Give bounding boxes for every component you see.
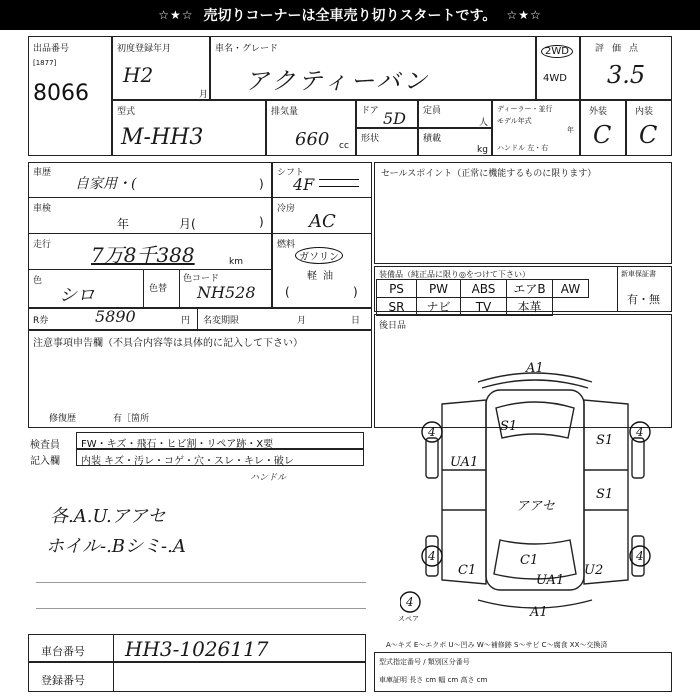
handle-label: ハンドル 左・右 [497, 144, 549, 152]
legend-box [374, 652, 672, 692]
equipment-row-2 [377, 298, 589, 316]
model-label: 車名・グレード [215, 44, 279, 54]
month-unit: 月 [199, 90, 209, 100]
drive-2wd: 2WD [541, 45, 573, 58]
cap-cell [418, 100, 492, 128]
handwritten-note-2: ホイル-.Bシミ-.A [46, 536, 186, 557]
inspection-month: 月( [179, 217, 196, 231]
inspector-row-1 [76, 432, 364, 449]
warranty-value: 有・無 [627, 293, 660, 306]
notes-box [28, 330, 372, 428]
mark-right-mid: S1 [596, 487, 614, 502]
shape-cell [356, 128, 418, 156]
mark-windshield: S1 [500, 419, 518, 434]
tire-value-rr: 4 [636, 549, 644, 563]
color-label: 色 [33, 276, 43, 286]
equipment-row-1 [377, 280, 589, 298]
car-damage-diagram [400, 360, 670, 620]
score-cell [580, 36, 672, 100]
color-code-value: NH528 [197, 283, 256, 302]
recycle-row [28, 308, 372, 330]
banner-text: 売切りコーナーは全車売り切りスタートです。 [203, 8, 497, 24]
mark-roof: アアセ [516, 499, 555, 514]
score-value: 3.5 [607, 61, 646, 89]
spare-label: スペア [398, 615, 419, 623]
first-reg-value: H2 [123, 63, 154, 87]
mark-right-rear: U2 [584, 563, 604, 578]
ac-label: 冷房 [277, 204, 296, 214]
chassis-value: HH3-1026117 [125, 637, 269, 661]
mark-front: A1 [526, 361, 544, 376]
left-side-panel [442, 400, 486, 584]
int-label: 内装 [635, 107, 654, 117]
equipment-table [376, 279, 589, 316]
note-line [36, 608, 366, 609]
mark-rear-lower: UA1 [536, 573, 565, 588]
legend-line-1: 型式指定番号 / 類別区分番号 [379, 658, 470, 666]
first-reg-cell [112, 36, 210, 100]
drive-4wd: 4WD [543, 73, 567, 84]
note-line [36, 582, 366, 583]
history-value: 自家用・( [75, 176, 137, 192]
load-cell [418, 128, 492, 156]
stars-right: ☆★☆ [506, 8, 542, 22]
entry-label: 記入欄 [30, 456, 60, 467]
inspector-row-2 [76, 449, 364, 466]
recycle-yen: 円 [181, 316, 191, 326]
sales-title: セールスポイント（正常に機能するものに限ります） [381, 169, 597, 179]
equip-aw: AW [553, 280, 589, 298]
repair-label: 修復歴 [49, 414, 77, 424]
small-note: ハンドル [250, 473, 287, 483]
cap-label: 定員 [423, 106, 442, 116]
inspector-row-2-text: 内装 キズ・汚レ・コゲ・穴・スレ・キレ・破レ [81, 456, 294, 467]
color-code-label: 色コード [183, 274, 220, 284]
door-cell [356, 100, 418, 128]
load-label: 積載 [423, 134, 442, 144]
lot-cell [28, 36, 112, 156]
mark-left-front: UA1 [450, 455, 479, 470]
recycle-value: 5890 [95, 307, 136, 326]
fuel-open: ( [285, 285, 290, 299]
handwritten-note-1: 各.A.U.アアセ [50, 506, 166, 527]
registration-row [28, 662, 366, 692]
mileage-value: 7万8千388 [91, 243, 195, 267]
inspector-row-1-text: FW・キズ・飛石・ヒビ割・リペア跡・X要 [81, 439, 274, 450]
chassis-row [28, 634, 366, 662]
int-value: C [639, 121, 658, 149]
equip-leather: 本革 [507, 298, 553, 316]
km-unit: km [229, 257, 243, 267]
disp-label: 排気量 [271, 107, 299, 117]
type-value: M-HH3 [121, 125, 204, 150]
kg-unit: kg [477, 145, 488, 155]
shift-strike [319, 179, 359, 187]
dealer-cell [492, 100, 580, 156]
score-label: 評価点 [595, 44, 647, 54]
repair-value: 有［箇所 [113, 414, 150, 424]
mark-right-front: S1 [596, 433, 614, 448]
equip-abs: ABS [461, 280, 507, 298]
equip-pw: PW [417, 280, 461, 298]
equip-airbag: エアB [507, 280, 553, 298]
mark-rear: A1 [530, 605, 548, 620]
door-label: ドア [361, 106, 379, 116]
ext-value: C [593, 121, 612, 149]
history-label: 車歴 [33, 168, 52, 178]
recycle-label: R券 [33, 316, 49, 326]
inspection-close: ) [259, 215, 264, 229]
lot-small: [1877] [33, 59, 57, 67]
fuel-gas: ガソリン [295, 247, 343, 264]
ac-value: AC [309, 211, 336, 232]
drive-cell [536, 36, 580, 100]
stars-left: ☆★☆ [158, 8, 194, 22]
equipment-title: 装備品（純正品に限り◎をつけて下さい） [379, 270, 530, 279]
type-label: 型式 [117, 107, 136, 117]
chassis-label: 車台番号 [41, 645, 85, 658]
exterior-cell [580, 100, 626, 156]
dealer-label: ディーラー・並行 [497, 105, 553, 113]
disp-value: 660 [295, 129, 330, 150]
legend-line-2: 車庫証明 長さ cm 幅 cm 高さ cm [379, 676, 488, 684]
inspection-year: 年 [117, 217, 130, 231]
later-items-label: 後日品 [379, 321, 407, 331]
shift-value: 4F [293, 175, 315, 194]
tire-value-fr: 4 [636, 425, 644, 439]
equip-sr: SR [377, 298, 417, 316]
equip-navi: ナビ [417, 298, 461, 316]
history-close: ) [259, 177, 264, 191]
announcement-banner [0, 0, 700, 30]
model-cell [210, 36, 536, 100]
history-block [28, 162, 272, 308]
interior-cell [626, 100, 672, 156]
type-cell [112, 100, 266, 156]
fuel-label: 燃料 [277, 240, 296, 250]
name-change-label: 名変期限 [203, 316, 240, 326]
cc-unit: cc [339, 141, 349, 151]
tire-value-rl: 4 [428, 549, 436, 563]
first-reg-label: 初度登録年月 [117, 44, 172, 54]
warranty-label: 新車保証書 [621, 270, 656, 278]
lot-label: 出品番号 [33, 44, 70, 54]
sales-point-box [374, 162, 672, 264]
inspection-label: 車検 [33, 204, 52, 214]
name-change-day: 日 [351, 316, 361, 326]
fuel-close: ) [353, 285, 358, 299]
equip-tv: TV [461, 298, 507, 316]
mileage-label: 走行 [33, 240, 52, 250]
disp-cell [266, 100, 356, 156]
legend-text: A～キズ E～エクボ U～凹み W～補修跡 S～サビ C～腐食 XX～交換済 [386, 641, 608, 649]
tire-value-fl: 4 [428, 425, 436, 439]
year-unit: 年 [567, 126, 574, 134]
ext-label: 外装 [589, 107, 608, 117]
door-value: 5D [383, 109, 407, 128]
model-value: アクティーバン [245, 67, 431, 95]
shift-label: シフト [277, 168, 305, 178]
lot-number: 8066 [33, 81, 89, 106]
mark-rear-window: C1 [520, 553, 539, 568]
shift-block [272, 162, 372, 308]
fuel-diesel: 軽油 [307, 271, 339, 282]
person-unit: 人 [479, 118, 489, 128]
registration-label: 登録番号 [41, 674, 85, 687]
shape-label: 形状 [361, 134, 380, 144]
mark-left-rear: C1 [458, 563, 477, 578]
model-year-label: モデル年式 [497, 117, 532, 125]
name-change-month: 月 [297, 316, 307, 326]
inspector-label: 検査員 [30, 440, 60, 451]
notes-title: 注意事項申告欄（不具合内容等は具体的に記入して下さい） [33, 338, 303, 349]
equip-ps: PS [377, 280, 417, 298]
tire-value-spare: 4 [406, 595, 414, 609]
color-change-label: 色替 [149, 284, 168, 294]
color-value: シロ [59, 285, 95, 306]
